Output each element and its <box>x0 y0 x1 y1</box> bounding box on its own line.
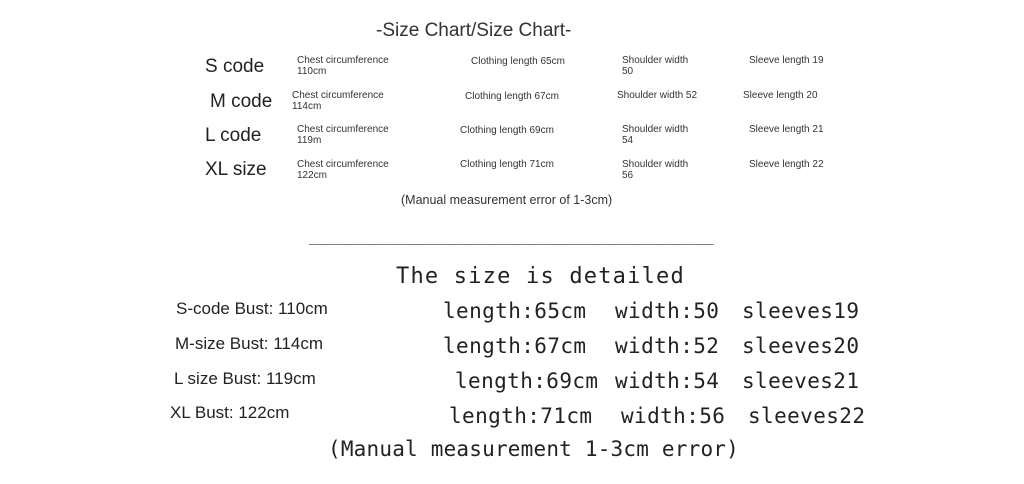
shoulder-cell: Shoulder width 52 <box>617 90 698 101</box>
shoulder-cell: Shoulder width 56 <box>622 159 689 181</box>
measurement-note-bottom: (Manual measurement 1-3cm error) <box>328 437 739 461</box>
length-cell: Clothing length 69cm <box>460 125 554 136</box>
chest-cell: Chest circumference 114cm <box>292 90 384 112</box>
detail-width: width:50 <box>615 299 720 323</box>
detail-sleeves: sleeves19 <box>742 299 860 323</box>
detail-length: length:65cm <box>443 299 587 323</box>
divider-line: __________________________________________ <box>309 226 714 245</box>
size-code-label: M code <box>210 91 273 112</box>
sleeve-cell: Sleeve length 22 <box>749 159 824 170</box>
bust-label: M-size Bust: 114cm <box>175 334 324 353</box>
detail-width: width:56 <box>621 404 726 428</box>
detail-length: length:67cm <box>443 334 587 358</box>
bust-label: L size Bust: 119cm <box>174 369 316 388</box>
size-code-label: L code <box>205 125 262 146</box>
detail-width: width:52 <box>615 334 720 358</box>
chest-cell: Chest circumference 119m <box>297 124 389 146</box>
detail-length: length:69cm <box>455 369 599 393</box>
sleeve-cell: Sleeve length 19 <box>749 55 824 66</box>
length-cell: Clothing length 67cm <box>465 91 559 102</box>
detail-sleeves: sleeves20 <box>742 334 860 358</box>
shoulder-cell: Shoulder width 54 <box>622 124 689 146</box>
size-code-label: XL size <box>205 159 267 180</box>
bust-label: XL Bust: 122cm <box>170 403 290 422</box>
shoulder-cell: Shoulder width 50 <box>622 55 689 77</box>
length-cell: Clothing length 65cm <box>471 56 565 67</box>
chest-cell: Chest circumference 110cm <box>297 55 389 77</box>
detail-length: length:71cm <box>449 404 593 428</box>
detail-title: The size is detailed <box>396 264 685 289</box>
detail-width: width:54 <box>615 369 720 393</box>
chest-cell: Chest circumference 122cm <box>297 159 389 181</box>
sleeve-cell: Sleeve length 20 <box>743 90 818 101</box>
size-chart-title: -Size Chart/Size Chart- <box>376 20 572 41</box>
size-code-label: S code <box>205 56 265 77</box>
length-cell: Clothing length 71cm <box>460 159 554 170</box>
detail-sleeves: sleeves21 <box>742 369 860 393</box>
detail-sleeves: sleeves22 <box>748 404 866 428</box>
measurement-note: (Manual measurement error of 1-3cm) <box>401 193 613 207</box>
sleeve-cell: Sleeve length 21 <box>749 124 824 135</box>
bust-label: S-code Bust: 110cm <box>176 299 328 318</box>
